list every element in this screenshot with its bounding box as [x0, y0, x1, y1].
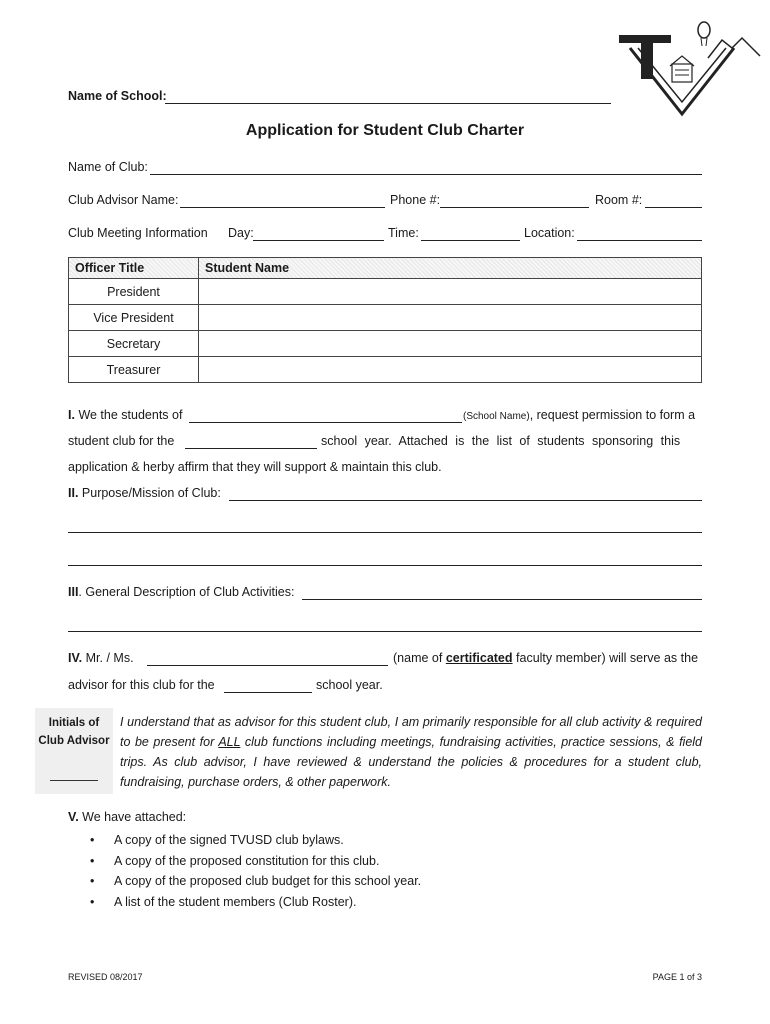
- section-5-heading: We have attached:: [82, 810, 187, 824]
- bullet-icon: •: [90, 894, 95, 909]
- section-2-label: [68, 486, 221, 500]
- day-label: Day:: [228, 226, 254, 240]
- district-logo: [612, 18, 762, 118]
- location-field[interactable]: [577, 240, 702, 241]
- advisor-name-blank[interactable]: [147, 665, 388, 666]
- activities-field-line-2[interactable]: [68, 631, 702, 632]
- purpose-field-line-1[interactable]: [229, 500, 702, 501]
- advisor-text-b: club functions including meetings, fundraising activities, practice sessions, & field trips. As club advisor, I have reviewed & understand the policies & procedures for a student club, fundraising, purchase orders, & other paperwork.: [120, 735, 702, 789]
- advisor-text-a: I understand that as advisor for this student club, I am primarily responsible for all club activity & required to be present for: [120, 715, 702, 749]
- bullet-icon: •: [90, 853, 95, 868]
- will-serve-text: faculty member) will serve as the: [516, 651, 699, 665]
- advisor-initials-box: [35, 708, 113, 794]
- section-4-number: IV.: [68, 651, 83, 665]
- officer-title-vice-president: Vice President: [69, 305, 199, 331]
- school-name-blank[interactable]: [189, 422, 462, 423]
- purpose-field-line-3[interactable]: [68, 565, 702, 566]
- section-1-text-c: student club for the: [68, 434, 175, 448]
- club-name-label: Name of Club:: [68, 160, 148, 174]
- attachments-list: [68, 830, 421, 912]
- room-label: Room #:: [595, 193, 643, 207]
- phone-field[interactable]: [440, 207, 589, 208]
- section-1-text-a: We the students of: [78, 408, 183, 422]
- advisor-year-blank[interactable]: [224, 692, 312, 693]
- room-field[interactable]: [645, 207, 702, 208]
- student-name-cell[interactable]: [199, 305, 702, 331]
- advisor-text-all: ALL: [218, 735, 241, 749]
- list-item: [90, 871, 422, 892]
- club-name-field[interactable]: [150, 174, 702, 175]
- student-name-cell[interactable]: [199, 279, 702, 305]
- column-header-student-name: Student Name: [199, 258, 702, 279]
- section-5-label: [68, 810, 186, 824]
- day-field[interactable]: [253, 240, 384, 241]
- bullet-icon: •: [90, 833, 95, 847]
- section-1-text-b: [463, 408, 695, 422]
- section-4-text-d: school year.: [316, 678, 383, 692]
- attachment-text: A list of the student members (Club Roster).: [114, 894, 357, 909]
- advisor-name-field[interactable]: [180, 207, 385, 208]
- officer-table-header: [69, 258, 702, 279]
- page-title: Application for Student Club Charter: [245, 122, 525, 139]
- section-4-label: [68, 651, 134, 665]
- section-1-text-e: application & herby affirm that they will support & maintain this club.: [68, 460, 442, 474]
- page-number: PAGE 1 of 3: [652, 972, 702, 982]
- section-1-text-b-main: , request permission to form a: [529, 408, 696, 422]
- section-5-number: V.: [68, 810, 79, 824]
- attachment-text: A copy of the proposed club budget for this school year.: [114, 874, 422, 888]
- school-year-blank[interactable]: [185, 448, 317, 449]
- student-name-cell[interactable]: [199, 331, 702, 357]
- advisor-name-label: Club Advisor Name:: [68, 193, 179, 207]
- officer-title-president: President: [69, 279, 199, 305]
- school-name-field[interactable]: [165, 103, 611, 104]
- section-3-number: III: [68, 585, 79, 599]
- student-name-cell[interactable]: [199, 357, 702, 383]
- section-4-text-c: advisor for this club for the: [68, 678, 215, 692]
- school-name-label: Name of School:: [68, 89, 167, 103]
- advisor-acknowledgement: [120, 712, 702, 792]
- initials-field[interactable]: [50, 780, 98, 781]
- initials-label-2: Club Advisor: [38, 735, 110, 747]
- section-3-label: [68, 585, 295, 599]
- purpose-field-line-2[interactable]: [68, 532, 702, 533]
- section-2-text: Purpose/Mission of Club:: [81, 486, 221, 500]
- initials-label-1: Initials of: [48, 717, 100, 729]
- time-label: Time:: [388, 226, 419, 240]
- officer-title-secretary: Secretary: [69, 331, 199, 357]
- section-3-text: . General Description of Club Activities:: [78, 585, 295, 599]
- school-name-hint: (School Name): [463, 411, 530, 422]
- section-4-mr-ms: Mr. / Ms.: [85, 651, 134, 665]
- section-1-number: I.: [68, 408, 75, 422]
- list-item: [90, 830, 421, 851]
- phone-label: Phone #:: [390, 193, 441, 207]
- list-item: [90, 851, 421, 872]
- section-2-number: II.: [68, 486, 79, 500]
- table-row: [69, 305, 702, 331]
- activities-field-line-1[interactable]: [302, 599, 702, 600]
- section-1-line-1: [68, 408, 182, 422]
- officer-title-treasurer: Treasurer: [69, 357, 199, 383]
- table-row: [69, 279, 702, 305]
- attachment-text: A copy of the proposed constitution for this club.: [114, 853, 380, 868]
- officer-table: [68, 257, 702, 383]
- table-row: [69, 357, 702, 383]
- section-1-text-d: school year. Attached is the list of students sponsoring this: [321, 434, 681, 448]
- name-of-text: (name of: [393, 651, 443, 665]
- certificated-text: certificated: [445, 651, 513, 665]
- attachment-text: A copy of the signed TVUSD club bylaws.: [114, 833, 344, 847]
- time-field[interactable]: [421, 240, 520, 241]
- table-row: [69, 331, 702, 357]
- section-4-text-b: [393, 651, 698, 665]
- bullet-icon: •: [90, 874, 95, 888]
- column-header-officer-title: Officer Title: [69, 258, 199, 279]
- location-label: Location:: [524, 226, 575, 240]
- list-item: [90, 892, 421, 913]
- meeting-info-label: Club Meeting Information: [68, 226, 208, 240]
- revised-date: REVISED 08/2017: [68, 972, 143, 982]
